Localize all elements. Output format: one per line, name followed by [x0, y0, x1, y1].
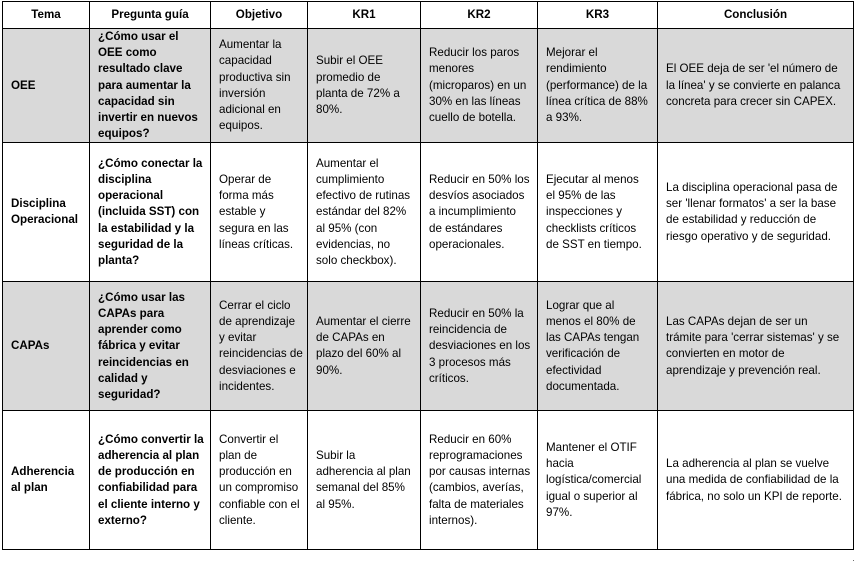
- header-tema: Tema: [3, 2, 90, 29]
- header-row: [3, 2, 854, 29]
- cell-kr1: Subir el OEE promedio de planta de 72% a 80%.: [308, 29, 421, 143]
- header-kr1: KR1: [308, 2, 421, 29]
- cell-pregunta: ¿Cómo usar las CAPAs para aprender como fábrica y evitar reincidencias en calidad y seguridad?: [90, 282, 211, 411]
- cell-kr1: Aumentar el cierre de CAPAs en plazo del 60% al 90%.: [308, 282, 421, 411]
- header-conclusion: Conclusión: [658, 2, 854, 29]
- cell-pregunta: ¿Cómo convertir la adherencia al plan de producción en confiabilidad para el cliente interno y externo?: [90, 411, 211, 550]
- cell-objetivo: Operar de forma más estable y segura en las líneas críticas.: [211, 143, 308, 282]
- header-objetivo: Objetivo: [211, 2, 308, 29]
- table-row: [3, 411, 854, 550]
- cell-tema: Disciplina Operacional: [3, 143, 90, 282]
- okr-table: [2, 1, 854, 550]
- cell-kr1: Aumentar el cumplimiento efectivo de rutinas estándar del 82% al 95% (con evidencias, no solo checkbox).: [308, 143, 421, 282]
- cell-kr3: Ejecutar al menos el 95% de las inspecciones y checklists críticos de SST en tiempo.: [538, 143, 658, 282]
- cell-kr3: Lograr que al menos el 80% de las CAPAs tengan verificación de efectividad documentada.: [538, 282, 658, 411]
- table-row: [3, 29, 854, 143]
- cell-conclusion: La disciplina operacional pasa de ser 'llenar formatos' a ser la base de estabilidad y reducción de riesgo operativo y de seguridad.: [658, 143, 854, 282]
- cell-conclusion: El OEE deja de ser 'el número de la línea' y se convierte en palanca concreta para crecer sin CAPEX.: [658, 29, 854, 143]
- cell-kr3: Mantener el OTIF hacia logística/comercial igual o superior al 97%.: [538, 411, 658, 550]
- header-kr2: KR2: [421, 2, 538, 29]
- cell-tema: OEE: [3, 29, 90, 143]
- cell-objetivo: Cerrar el ciclo de aprendizaje y evitar reincidencias de desviaciones e incidentes.: [211, 282, 308, 411]
- cell-conclusion: Las CAPAs dejan de ser un trámite para 'cerrar sistemas' y se convierten en motor de aprendizaje y prevención real.: [658, 282, 854, 411]
- cell-objetivo: Aumentar la capacidad productiva sin inversión adicional en equipos.: [211, 29, 308, 143]
- cell-kr2: Reducir en 50% los desvíos asociados a incumplimiento de estándares operacionales.: [421, 143, 538, 282]
- header-kr3: KR3: [538, 2, 658, 29]
- table-row: [3, 282, 854, 411]
- cell-kr2: Reducir los paros menores (microparos) en un 30% en las líneas cuello de botella.: [421, 29, 538, 143]
- cell-pregunta: ¿Cómo usar el OEE como resultado clave para aumentar la capacidad sin invertir en nuevos equipos?: [90, 29, 211, 143]
- cell-pregunta: ¿Cómo conectar la disciplina operacional (incluida SST) con la estabilidad y la seguridad de la planta?: [90, 143, 211, 282]
- cell-kr2: Reducir en 60% reprogramaciones por causas internas (cambios, averías, falta de materiales internos).: [421, 411, 538, 550]
- cell-kr1: Subir la adherencia al plan semanal del 85% al 95%.: [308, 411, 421, 550]
- cell-tema: Adherencia al plan: [3, 411, 90, 550]
- header-pregunta: Pregunta guía: [90, 2, 211, 29]
- cell-tema: CAPAs: [3, 282, 90, 411]
- table-row: [3, 143, 854, 282]
- cell-kr2: Reducir en 50% la reincidencia de desviaciones en los 3 procesos más críticos.: [421, 282, 538, 411]
- cell-conclusion: La adherencia al plan se vuelve una medida de confiabilidad de la fábrica, no solo un KPI de reporte.: [658, 411, 854, 550]
- cell-kr3: Mejorar el rendimiento (performance) de la línea crítica de 88% a 93%.: [538, 29, 658, 143]
- cell-objetivo: Convertir el plan de producción en un compromiso confiable con el cliente.: [211, 411, 308, 550]
- corner-mark: ·: [852, 555, 855, 565]
